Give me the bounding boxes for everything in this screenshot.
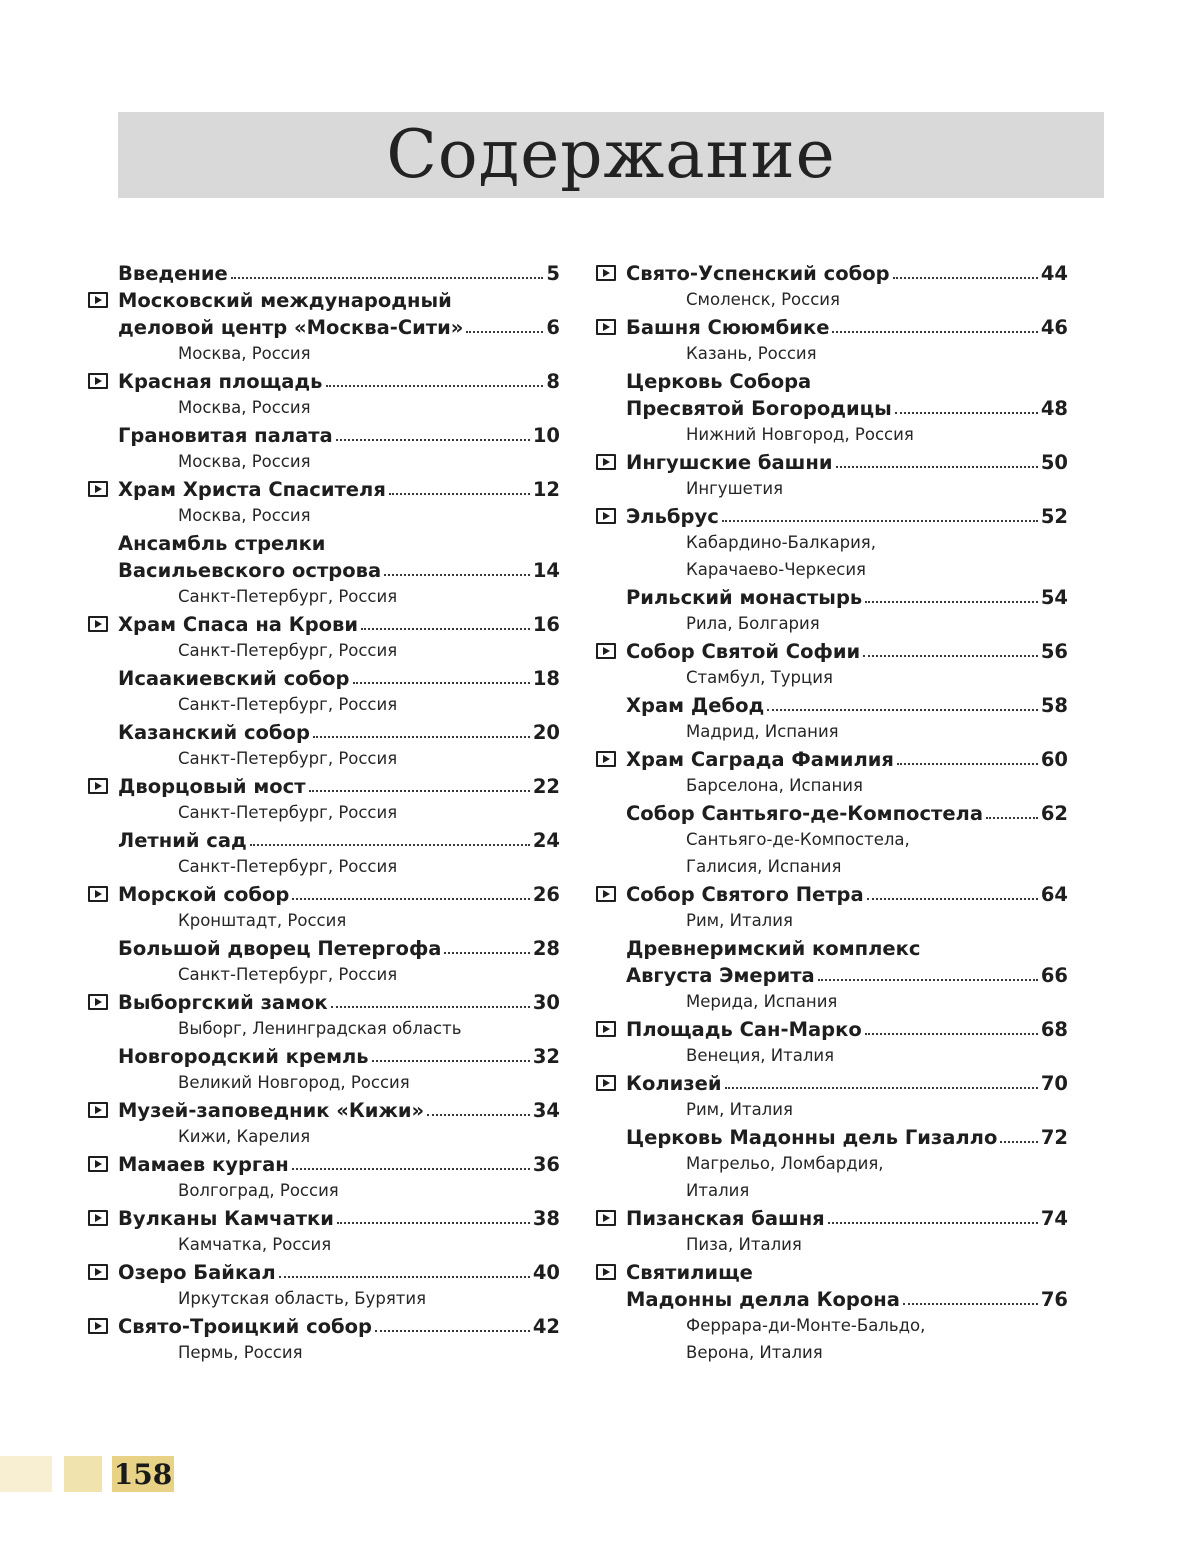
- toc-entry-title-row: [118, 989, 560, 1016]
- toc-entry-location: Верона, Италия: [686, 1343, 823, 1362]
- toc-entry-title: Васильевского острова: [118, 559, 382, 582]
- page-number-decor-mid: [64, 1456, 102, 1492]
- video-play-icon: [88, 994, 108, 1010]
- toc-entry-title-row: [118, 260, 560, 287]
- toc-entry-page-number: 42: [532, 1315, 560, 1338]
- toc-entry-page-number: 5: [546, 262, 560, 285]
- toc-entry-title: Ингушские башни: [626, 451, 833, 474]
- dot-leader: [903, 1297, 1038, 1305]
- video-play-icon: [88, 481, 108, 497]
- toc-entry[interactable]: [596, 1016, 1068, 1070]
- toc-entry-page-number: 68: [1040, 1018, 1068, 1041]
- page-number-box: [112, 1456, 174, 1492]
- toc-entry[interactable]: [596, 638, 1068, 692]
- toc-entry-page-number: 64: [1040, 883, 1068, 906]
- toc-entry-location: Великий Новгород, Россия: [178, 1073, 410, 1092]
- toc-entry[interactable]: [596, 1205, 1068, 1259]
- toc-entry-title-line: Московский международный: [118, 289, 452, 312]
- toc-entry[interactable]: [88, 665, 560, 719]
- video-play-icon: [596, 1075, 616, 1091]
- toc-entry-location: Санкт-Петербург, Россия: [178, 749, 398, 768]
- toc-entry-title-row: [626, 260, 1068, 287]
- dot-leader: [865, 595, 1038, 603]
- page-number: 158: [113, 1457, 173, 1491]
- video-play-icon: [88, 292, 108, 308]
- toc-entry-location: Галисия, Испания: [686, 857, 842, 876]
- dot-leader: [292, 1162, 530, 1170]
- toc-entry[interactable]: [88, 287, 560, 368]
- toc-entry-page-number: 24: [532, 829, 560, 852]
- toc-entry-page-number: 44: [1040, 262, 1068, 285]
- toc-entry[interactable]: [88, 989, 560, 1043]
- toc-entry-title-row: [626, 503, 1068, 530]
- toc-entry-page-number: 18: [532, 667, 560, 690]
- toc-entry-title-row: [118, 1205, 560, 1232]
- toc-entry-title: Музей-заповедник «Кижи»: [118, 1099, 425, 1122]
- dot-leader: [384, 568, 530, 576]
- toc-entry-title-row: [118, 611, 560, 638]
- toc-entry-title-row: [118, 422, 560, 449]
- toc-entry[interactable]: [88, 1205, 560, 1259]
- dot-leader: [336, 433, 530, 441]
- toc-entry-title: Летний сад: [118, 829, 247, 852]
- toc-entry-title-row: [118, 1259, 560, 1286]
- dot-leader: [828, 1216, 1038, 1224]
- toc-entry-title-row: [626, 1016, 1068, 1043]
- toc-entry-page-number: 38: [532, 1207, 560, 1230]
- toc-entry-location: Барселона, Испания: [686, 776, 863, 795]
- dot-leader: [1000, 1135, 1038, 1143]
- toc-entry-location: Пермь, Россия: [178, 1343, 303, 1362]
- toc-entry-page-number: 32: [532, 1045, 560, 1068]
- toc-entry[interactable]: [596, 1259, 1068, 1367]
- toc-entry-page-number: 76: [1040, 1288, 1068, 1311]
- toc-entry-title: Вулканы Камчатки: [118, 1207, 334, 1230]
- toc-entry-location: Кижи, Карелия: [178, 1127, 311, 1146]
- toc-entry-title: Новгородский кремль: [118, 1045, 369, 1068]
- toc-entry-page-number: 26: [532, 883, 560, 906]
- dot-leader: [361, 622, 530, 630]
- toc-entry-title: Башня Сююмбике: [626, 316, 830, 339]
- toc-entry-title-row: [118, 1097, 560, 1124]
- toc-entry-title: Пресвятой Богородицы: [626, 397, 892, 420]
- dot-leader: [893, 271, 1038, 279]
- toc-entry-title: Озеро Байкал: [118, 1261, 276, 1284]
- toc-entry-title-line: Ансамбль стрелки: [118, 532, 326, 555]
- toc-entry-page-number: 16: [532, 613, 560, 636]
- toc-entry-title-line: Древнеримский комплекс: [626, 937, 921, 960]
- video-play-icon: [596, 454, 616, 470]
- toc-entry-location: Санкт-Петербург, Россия: [178, 803, 398, 822]
- toc-entry-page-number: 20: [532, 721, 560, 744]
- dot-leader: [986, 811, 1038, 819]
- toc-entry[interactable]: [88, 1259, 560, 1313]
- toc-entry-title-row: [626, 1124, 1068, 1151]
- toc-entry-title: Морской собор: [118, 883, 290, 906]
- dot-leader: [818, 973, 1038, 981]
- dot-leader: [292, 892, 530, 900]
- toc-entry-title-row: [118, 476, 560, 503]
- toc-entry-title-row: [626, 314, 1068, 341]
- toc-entry-page-number: 70: [1040, 1072, 1068, 1095]
- dot-leader: [895, 406, 1038, 414]
- toc-entry-title: Исаакиевский собор: [118, 667, 350, 690]
- toc-entry-location: Санкт-Петербург, Россия: [178, 695, 398, 714]
- toc-entry-page-number: 36: [532, 1153, 560, 1176]
- toc-entry-title: Мамаев курган: [118, 1153, 289, 1176]
- page-number-decor-light: [0, 1456, 52, 1492]
- dot-leader: [725, 1081, 1038, 1089]
- toc-entry-location: Мадрид, Испания: [686, 722, 839, 741]
- toc-entry-location: Рим, Италия: [686, 1100, 793, 1119]
- toc-entry-page-number: 8: [546, 370, 560, 393]
- toc-entry-page-number: 58: [1040, 694, 1068, 717]
- video-play-icon: [596, 886, 616, 902]
- toc-entry-location: Карачаево-Черкесия: [686, 560, 866, 579]
- video-play-icon: [596, 751, 616, 767]
- toc-entry-title: Грановитая палата: [118, 424, 333, 447]
- toc-entry[interactable]: [88, 1313, 560, 1367]
- toc-entry[interactable]: [88, 260, 560, 287]
- toc-entry-location: Москва, Россия: [178, 452, 311, 471]
- toc-entry-location: Санкт-Петербург, Россия: [178, 587, 398, 606]
- dot-leader: [337, 1216, 530, 1224]
- toc-entry-title: Казанский собор: [118, 721, 310, 744]
- toc-entry-location: Казань, Россия: [686, 344, 817, 363]
- toc-entry-title-row: [118, 1043, 560, 1070]
- toc-entry-title: Рильский монастырь: [626, 586, 863, 609]
- toc-entry-title-row: [626, 1205, 1068, 1232]
- toc-entry-title-row: [626, 1070, 1068, 1097]
- toc-entry[interactable]: [596, 314, 1068, 368]
- toc-entry-location: Италия: [686, 1181, 750, 1200]
- toc-entry[interactable]: [88, 1043, 560, 1097]
- toc-entry[interactable]: [88, 935, 560, 989]
- toc-entry-title-row: [118, 881, 560, 908]
- toc-entry-location: Москва, Россия: [178, 506, 311, 525]
- video-play-icon: [88, 1102, 108, 1118]
- dot-leader: [231, 271, 544, 279]
- toc-entry-location: Пиза, Италия: [686, 1235, 802, 1254]
- toc-entry[interactable]: [596, 1124, 1068, 1205]
- toc-entry[interactable]: [88, 1151, 560, 1205]
- dot-leader: [372, 1054, 530, 1062]
- video-play-icon: [596, 643, 616, 659]
- toc-entry-page-number: 46: [1040, 316, 1068, 339]
- toc-entry-location: Венеция, Италия: [686, 1046, 835, 1065]
- toc-entry[interactable]: [88, 827, 560, 881]
- toc-entry-location: Москва, Россия: [178, 344, 311, 363]
- toc-entry-location: Рим, Италия: [686, 911, 793, 930]
- toc-entry[interactable]: [88, 719, 560, 773]
- toc-entry-title: Августа Эмерита: [626, 964, 815, 987]
- toc-entry-location: Иркутская область, Бурятия: [178, 1289, 427, 1308]
- toc-entry-title: Собор Святой Софии: [626, 640, 861, 663]
- toc-entry[interactable]: [596, 746, 1068, 800]
- toc-entry-title: Собор Святого Петра: [626, 883, 864, 906]
- toc-entry-page-number: 14: [532, 559, 560, 582]
- dot-leader: [836, 460, 1038, 468]
- toc-entry-title-row: [626, 800, 1068, 827]
- toc-entry-title-row: [626, 638, 1068, 665]
- dot-leader: [250, 838, 530, 846]
- toc-entry-page-number: 50: [1040, 451, 1068, 474]
- toc-entry-title: Мадонны делла Корона: [626, 1288, 900, 1311]
- toc-entry[interactable]: [596, 881, 1068, 935]
- toc-entry-page-number: 54: [1040, 586, 1068, 609]
- video-play-icon: [596, 319, 616, 335]
- dot-leader: [897, 757, 1038, 765]
- toc-entry-title-row: [626, 692, 1068, 719]
- toc-entry-page-number: 66: [1040, 964, 1068, 987]
- page-title: Содержание: [386, 116, 836, 193]
- toc-entry-title: Введение: [118, 262, 228, 285]
- toc-entry[interactable]: [596, 800, 1068, 881]
- toc-entry-title-row: [626, 962, 1068, 989]
- toc-entry-page-number: 10: [532, 424, 560, 447]
- toc-entry-location: Москва, Россия: [178, 398, 311, 417]
- dot-leader: [326, 379, 544, 387]
- toc-entry-location: Ингушетия: [686, 479, 784, 498]
- toc-column-left: [88, 260, 560, 1367]
- toc-entry-title-row: [118, 719, 560, 746]
- dot-leader: [375, 1324, 530, 1332]
- video-play-icon: [88, 886, 108, 902]
- title-band: [118, 112, 1104, 198]
- toc-entry-page-number: 72: [1040, 1126, 1068, 1149]
- toc-entry[interactable]: [596, 935, 1068, 1016]
- toc-entry[interactable]: [596, 449, 1068, 503]
- toc-entry[interactable]: [596, 584, 1068, 638]
- toc-entry-title-line: Церковь Собора: [626, 370, 812, 393]
- toc-entry-title: Церковь Мадонны дель Гизалло: [626, 1126, 998, 1149]
- toc-entry-location: Волгоград, Россия: [178, 1181, 339, 1200]
- toc-entry-title: Большой дворец Петергофа: [118, 937, 442, 960]
- toc-entry-location: Кабардино-Балкария,: [686, 533, 876, 552]
- dot-leader: [331, 1000, 530, 1008]
- toc-entry[interactable]: [596, 368, 1068, 449]
- toc-entry-title-row: [118, 665, 560, 692]
- dot-leader: [722, 514, 1038, 522]
- toc-entry-title-row: [118, 827, 560, 854]
- toc-entry-title: Пизанская башня: [626, 1207, 825, 1230]
- toc-entry[interactable]: [88, 611, 560, 665]
- toc-entry[interactable]: [88, 476, 560, 530]
- toc-entry-title: Площадь Сан-Марко: [626, 1018, 862, 1041]
- toc-entry-page-number: 60: [1040, 748, 1068, 771]
- toc-entry-location: Санкт-Петербург, Россия: [178, 857, 398, 876]
- video-play-icon: [596, 1264, 616, 1280]
- toc-entry[interactable]: [88, 1097, 560, 1151]
- toc-entry[interactable]: [88, 881, 560, 935]
- toc-entry-title: деловой центр «Москва-Сити»: [118, 316, 464, 339]
- toc-entry-location: Кронштадт, Россия: [178, 911, 347, 930]
- toc-entry-location: Рила, Болгария: [686, 614, 820, 633]
- video-play-icon: [596, 508, 616, 524]
- toc-entry-title-row: [118, 1313, 560, 1340]
- toc-entry-title-row: [118, 935, 560, 962]
- toc-entry-title: Выборгский замок: [118, 991, 328, 1014]
- toc-entry-title: Храм Спаса на Крови: [118, 613, 359, 636]
- dot-leader: [466, 325, 543, 333]
- toc-entry-page-number: 56: [1040, 640, 1068, 663]
- toc-entry-title-row: [118, 773, 560, 800]
- video-play-icon: [88, 1210, 108, 1226]
- dot-leader: [863, 649, 1038, 657]
- toc-entry-title: Дворцовый мост: [118, 775, 306, 798]
- toc-entry-location: Мерида, Испания: [686, 992, 838, 1011]
- toc-entry[interactable]: [88, 530, 560, 611]
- toc-entry-page-number: 28: [532, 937, 560, 960]
- toc-entry-location: Стамбул, Турция: [686, 668, 833, 687]
- toc-entry-title-line: Святилище: [626, 1261, 753, 1284]
- toc-entry[interactable]: [88, 773, 560, 827]
- dot-leader: [309, 784, 530, 792]
- toc-entry-page-number: 52: [1040, 505, 1068, 528]
- video-play-icon: [88, 1264, 108, 1280]
- video-play-icon: [596, 1021, 616, 1037]
- dot-leader: [389, 487, 530, 495]
- toc-entry-title-row: [626, 584, 1068, 611]
- toc-entry-title-row: [118, 1151, 560, 1178]
- dot-leader: [427, 1108, 530, 1116]
- toc-entry-title: Эльбрус: [626, 505, 719, 528]
- video-play-icon: [88, 1318, 108, 1334]
- video-play-icon: [596, 1210, 616, 1226]
- toc-entry-location: Камчатка, Россия: [178, 1235, 332, 1254]
- toc-entry-title-row: [118, 557, 560, 584]
- toc-entry[interactable]: [596, 260, 1068, 314]
- toc-entry-title: Колизей: [626, 1072, 722, 1095]
- video-play-icon: [596, 265, 616, 281]
- dot-leader: [767, 703, 1038, 711]
- toc-entry-title-row: [626, 449, 1068, 476]
- dot-leader: [444, 946, 529, 954]
- video-play-icon: [88, 778, 108, 794]
- toc-entry-page-number: 30: [532, 991, 560, 1014]
- toc-entry-page-number: 22: [532, 775, 560, 798]
- toc-entry-title-row: [626, 746, 1068, 773]
- video-play-icon: [88, 1156, 108, 1172]
- toc-entry[interactable]: [88, 422, 560, 476]
- toc-entry-page-number: 12: [532, 478, 560, 501]
- dot-leader: [832, 325, 1037, 333]
- dot-leader: [279, 1270, 530, 1278]
- toc-entry-title: Храм Саграда Фамилия: [626, 748, 894, 771]
- toc-entry[interactable]: [596, 503, 1068, 584]
- toc-entry-location: Магрельо, Ломбардия,: [686, 1154, 884, 1173]
- dot-leader: [867, 892, 1038, 900]
- toc-entry-location: Санкт-Петербург, Россия: [178, 641, 398, 660]
- toc-entry-location: Выборг, Ленинградская область: [178, 1019, 462, 1038]
- toc-entry-page-number: 74: [1040, 1207, 1068, 1230]
- toc-entry-title-row: [626, 1286, 1068, 1313]
- toc-entry-title: Красная площадь: [118, 370, 323, 393]
- toc-entry-location: Феррара-ди-Монте-Бальдо,: [686, 1316, 926, 1335]
- toc-entry-page-number: 62: [1040, 802, 1068, 825]
- toc-entry-location: Сантьяго-де-Компостела,: [686, 830, 910, 849]
- toc-entry-title: Свято-Успенский собор: [626, 262, 890, 285]
- toc-entry-title: Свято-Троицкий собор: [118, 1315, 373, 1338]
- toc-entry[interactable]: [596, 1070, 1068, 1124]
- toc-entry-title-row: [118, 314, 560, 341]
- toc-entry-title-row: [118, 368, 560, 395]
- toc-entry[interactable]: [88, 368, 560, 422]
- toc-entry-location: Нижний Новгород, Россия: [686, 425, 914, 444]
- toc-column-right: [596, 260, 1068, 1367]
- dot-leader: [313, 730, 530, 738]
- toc-entry-page-number: 40: [532, 1261, 560, 1284]
- toc-entry-location: Санкт-Петербург, Россия: [178, 965, 398, 984]
- toc-entry-page-number: 6: [546, 316, 560, 339]
- toc-entry-page-number: 34: [532, 1099, 560, 1122]
- toc-entry-location: Смоленск, Россия: [686, 290, 840, 309]
- dot-leader: [353, 676, 530, 684]
- toc-entry[interactable]: [596, 692, 1068, 746]
- dot-leader: [865, 1027, 1038, 1035]
- toc-entry-title-row: [626, 881, 1068, 908]
- toc-entry-title: Храм Христа Спасителя: [118, 478, 386, 501]
- video-play-icon: [88, 373, 108, 389]
- toc-entry-title-row: [626, 395, 1068, 422]
- toc-entry-title: Собор Сантьяго-де-Компостела: [626, 802, 983, 825]
- toc-entry-title: Храм Дебод: [626, 694, 765, 717]
- toc-entry-page-number: 48: [1040, 397, 1068, 420]
- video-play-icon: [88, 616, 108, 632]
